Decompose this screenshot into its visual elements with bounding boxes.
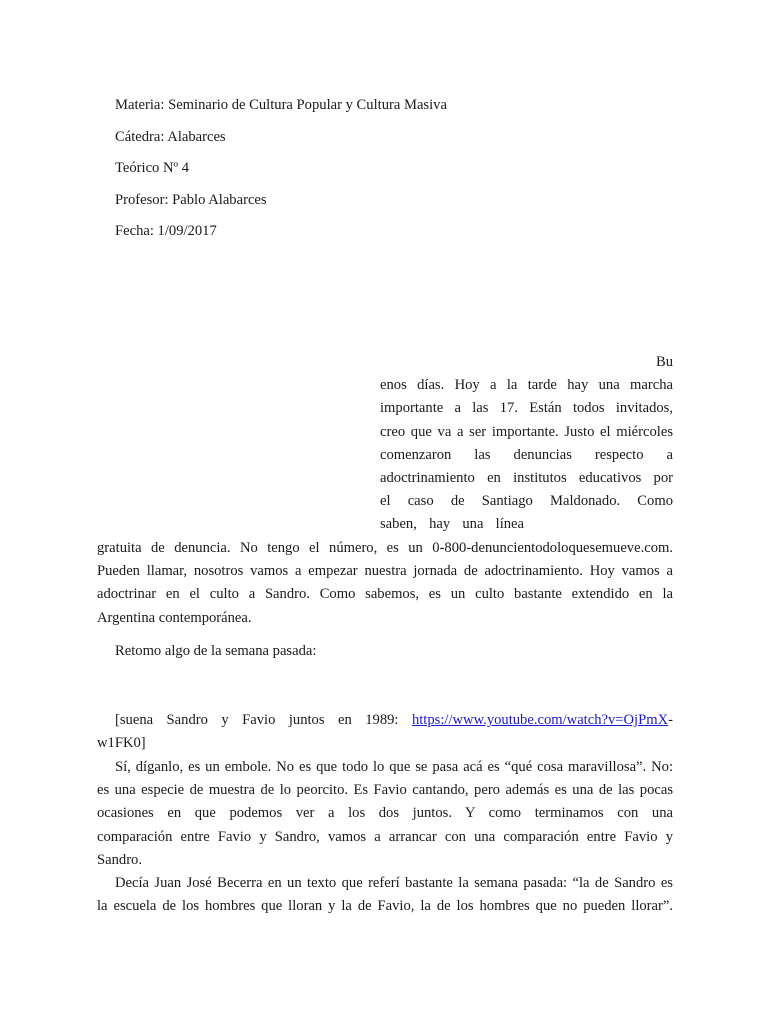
paragraph-becerra (97, 872, 673, 918)
column-line: importante a las 17. Están todos invitados, (380, 400, 673, 417)
paragraph-line: Pueden llamar, nosotros vamos a empezar nuestra jornada de adoctrinamiento. Hoy vamos a (97, 563, 673, 580)
paragraph-line: ocasiones en que podemos ver a los dos juntos. Y como terminamos con una (97, 805, 673, 822)
header-teorico: Teórico Nº 4 (115, 160, 190, 176)
song-dash: - (668, 712, 673, 728)
paragraph-line: la escuela de los hombres que lloran y la de Favio, la de los hombres que no pueden llorar”. (97, 898, 673, 915)
paragraph-line: adoctrinar en el culto a Sandro. Como sabemos, es un culto bastante extendido en la (97, 586, 673, 603)
column-line: comenzaron las denuncias respecto a (380, 446, 673, 463)
header-fecha: Fecha: 1/09/2017 (115, 223, 217, 239)
header-profesor: Profesor: Pablo Alabarces (115, 192, 267, 208)
header-materia: Materia: Seminario de Cultura Popular y Cultura Masiva (115, 97, 447, 113)
paragraph-line: Sí, díganlo, es un embole. No es que todo lo que se pasa acá es “qué cosa maravillosa”. No: (115, 759, 673, 775)
column-line: enos días. Hoy a la tarde hay una marcha (380, 377, 673, 394)
song-line-cont: w1FK0] (97, 735, 146, 752)
paragraph-line: Sandro. (97, 851, 142, 868)
retomo-line: Retomo algo de la semana pasada: (115, 643, 317, 659)
column-line: el caso de Santiago Maldonado. Como (380, 493, 673, 510)
column-line: Bu (655, 354, 673, 370)
song-paragraph (97, 709, 673, 755)
paragraph-line: Argentina contemporánea. (97, 609, 252, 626)
youtube-link[interactable]: https://www.youtube.com/watch?v=OjPmX (411, 712, 669, 728)
paragraph-line: es una especie de muestra de lo peorcito. Es Favio cantando, pero además es una de las pocas (97, 782, 673, 799)
paragraph-line: Decía Juan José Becerra en un texto que referí bastante la semana pasada: “la de Sandro es (115, 875, 673, 891)
paragraph-line: gratuita de denuncia. No tengo el número, es un 0-800-denuncientodoloquesemueve.com. (97, 540, 673, 556)
paragraph-favio-sandro (97, 756, 673, 872)
paragraph-line: comparación entre Favio y Sandro, vamos a arrancar con una comparación entre Favio y (97, 828, 673, 845)
column-line: adoctrinamiento en institutos educativos por (380, 469, 673, 486)
header-catedra: Cátedra: Alabarces (115, 129, 226, 145)
intro-column (380, 351, 673, 537)
column-line: saben, hay una línea (380, 516, 524, 533)
column-line: creo que va a ser importante. Justo el miércoles (380, 423, 673, 440)
song-line (97, 709, 673, 732)
song-prefix: [suena Sandro y Favio juntos en 1989: (115, 712, 399, 728)
paragraph-intro (97, 537, 673, 630)
